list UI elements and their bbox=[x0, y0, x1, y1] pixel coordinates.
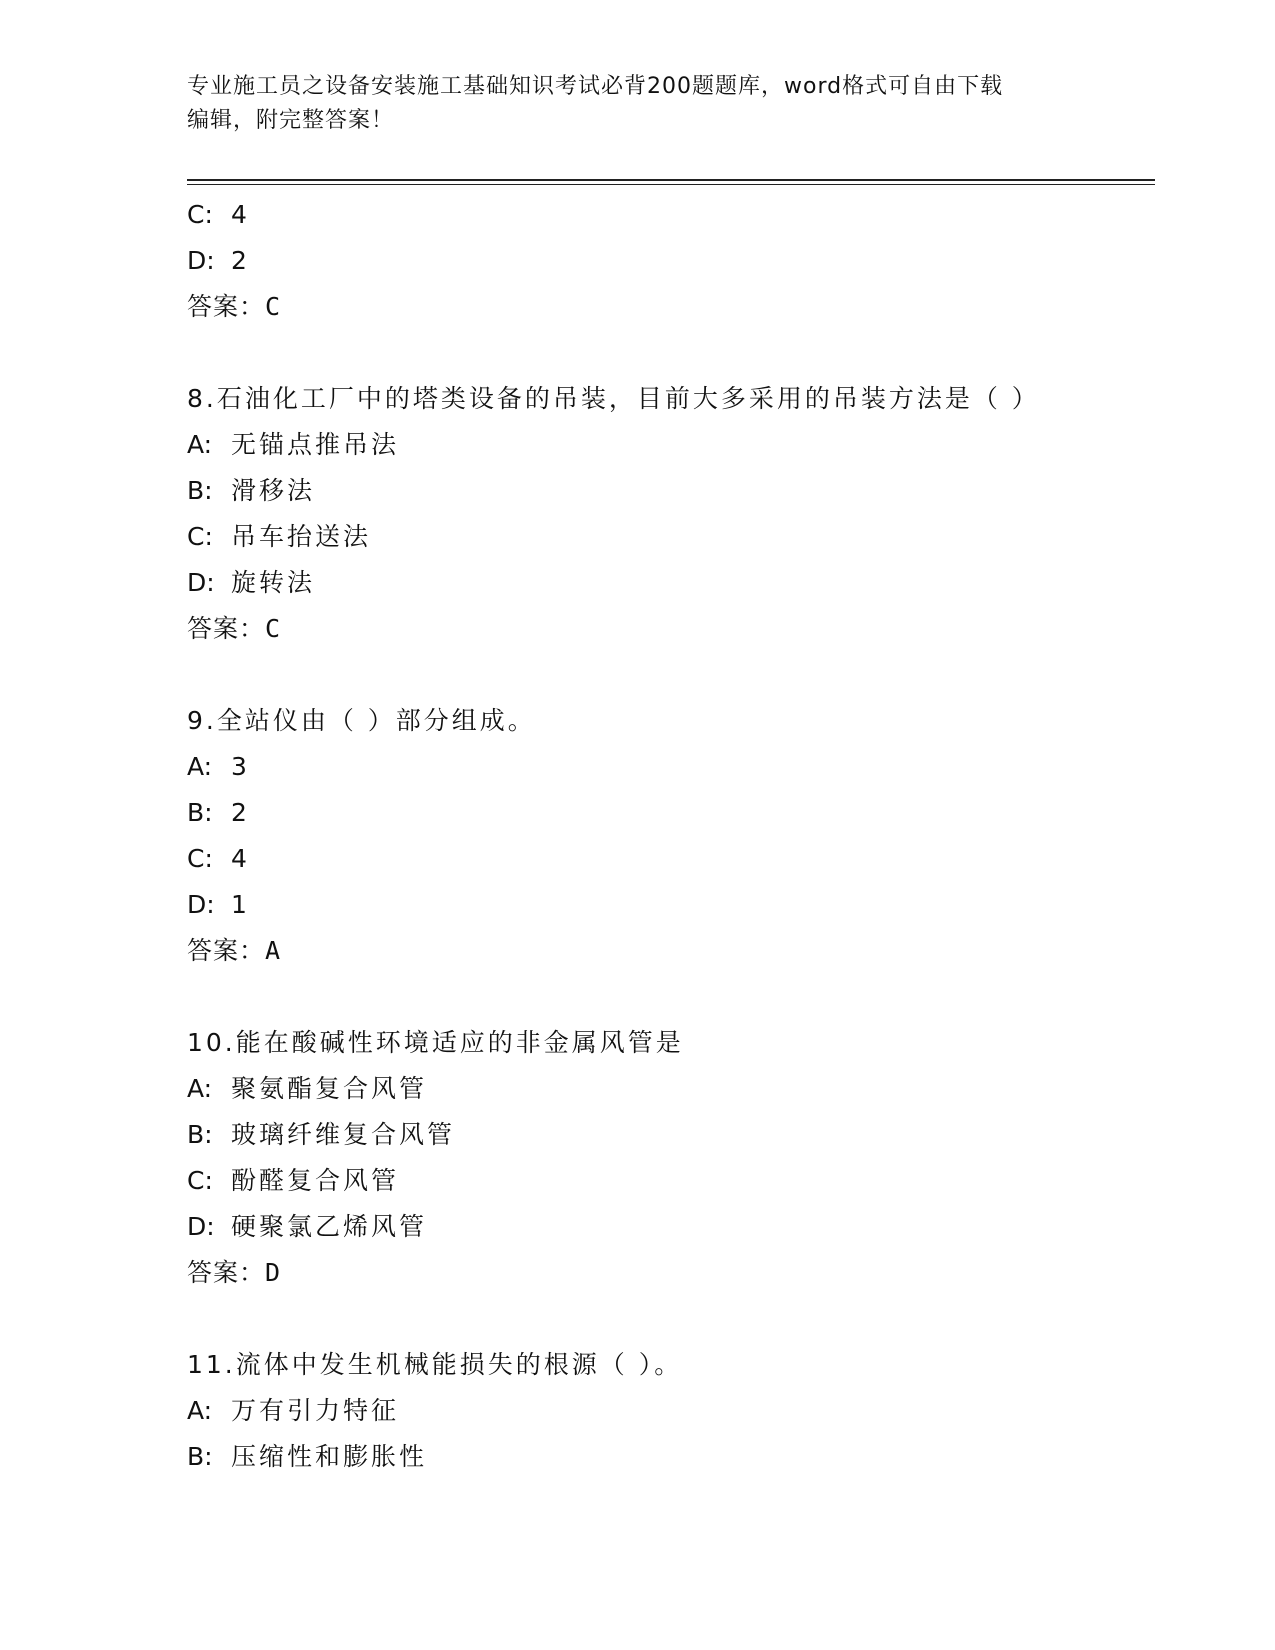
option-text: 2 bbox=[231, 246, 250, 275]
option-label: A: bbox=[187, 1396, 213, 1425]
answer-row bbox=[187, 284, 1155, 330]
option-text: 1 bbox=[231, 890, 250, 919]
option-label: B: bbox=[187, 798, 213, 827]
question-block bbox=[187, 698, 1155, 974]
question-block bbox=[187, 376, 1155, 652]
question-stem: 10.能在酸碱性环境适应的非金属风管是 bbox=[187, 1028, 684, 1057]
header-line-1: 专业施工员之设备安装施工基础知识考试必背200题题库，word格式可自由下载 bbox=[187, 74, 1004, 99]
option-row bbox=[187, 468, 1155, 514]
option-text: 4 bbox=[231, 200, 250, 229]
option-text: 4 bbox=[231, 844, 250, 873]
option-label: B: bbox=[187, 1442, 213, 1471]
option-label: C: bbox=[187, 200, 213, 229]
answer-label: 答案： bbox=[187, 292, 266, 321]
option-row bbox=[187, 192, 1155, 238]
option-row bbox=[187, 1112, 1155, 1158]
option-text: 聚氨酯复合风管 bbox=[231, 1074, 428, 1103]
option-text: 无锚点推吊法 bbox=[231, 430, 400, 459]
question-block bbox=[187, 1342, 1155, 1480]
option-row bbox=[187, 1066, 1155, 1112]
option-label: D: bbox=[187, 246, 215, 275]
document-header bbox=[187, 70, 1087, 138]
option-row bbox=[187, 238, 1155, 284]
prev-question-block bbox=[187, 192, 1155, 330]
header-divider-thin bbox=[187, 184, 1155, 185]
option-text: 吊车抬送法 bbox=[231, 522, 372, 551]
option-text: 3 bbox=[231, 752, 250, 781]
spacer bbox=[187, 652, 1155, 698]
option-row bbox=[187, 744, 1155, 790]
option-label: C: bbox=[187, 522, 213, 551]
option-row bbox=[187, 1388, 1155, 1434]
option-text: 硬聚氯乙烯风管 bbox=[231, 1212, 428, 1241]
answer-row bbox=[187, 1250, 1155, 1296]
option-row bbox=[187, 1204, 1155, 1250]
spacer bbox=[187, 974, 1155, 1020]
option-label: A: bbox=[187, 752, 213, 781]
spacer bbox=[187, 1296, 1155, 1342]
option-row bbox=[187, 560, 1155, 606]
option-label: A: bbox=[187, 430, 213, 459]
option-text: 压缩性和膨胀性 bbox=[231, 1442, 428, 1471]
option-row bbox=[187, 836, 1155, 882]
option-label: B: bbox=[187, 476, 213, 505]
option-label: B: bbox=[187, 1120, 213, 1149]
answer-label: 答案： bbox=[187, 1258, 266, 1287]
option-label: C: bbox=[187, 1166, 213, 1195]
answer-row bbox=[187, 928, 1155, 974]
answer-value: C bbox=[265, 614, 281, 643]
header-line-2: 编辑，附完整答案！ bbox=[187, 108, 395, 133]
option-text: 玻璃纤维复合风管 bbox=[231, 1120, 456, 1149]
option-label: D: bbox=[187, 1212, 215, 1241]
question-stem: 8.石油化工厂中的塔类设备的吊装，目前大多采用的吊装方法是（ ） bbox=[187, 384, 1040, 413]
option-row bbox=[187, 790, 1155, 836]
option-text: 酚醛复合风管 bbox=[231, 1166, 400, 1195]
question-list bbox=[187, 192, 1155, 1480]
option-text: 2 bbox=[231, 798, 250, 827]
question-stem: 9.全站仪由（ ）部分组成。 bbox=[187, 706, 536, 735]
option-label: C: bbox=[187, 844, 213, 873]
answer-value: A bbox=[265, 936, 281, 965]
header-divider-thick bbox=[187, 179, 1155, 181]
option-text: 滑移法 bbox=[231, 476, 316, 505]
answer-label: 答案： bbox=[187, 936, 266, 965]
option-text: 万有引力特征 bbox=[231, 1396, 400, 1425]
answer-label: 答案： bbox=[187, 614, 266, 643]
option-text: 旋转法 bbox=[231, 568, 316, 597]
option-label: A: bbox=[187, 1074, 213, 1103]
option-row bbox=[187, 514, 1155, 560]
option-row bbox=[187, 422, 1155, 468]
spacer bbox=[187, 330, 1155, 376]
option-row bbox=[187, 1434, 1155, 1480]
question-stem: 11.流体中发生机械能损失的根源（ ）。 bbox=[187, 1350, 683, 1379]
option-row bbox=[187, 882, 1155, 928]
option-label: D: bbox=[187, 890, 215, 919]
answer-value: C bbox=[265, 292, 281, 321]
option-label: D: bbox=[187, 568, 215, 597]
option-row bbox=[187, 1158, 1155, 1204]
answer-value: D bbox=[265, 1258, 281, 1287]
answer-row bbox=[187, 606, 1155, 652]
question-block bbox=[187, 1020, 1155, 1296]
